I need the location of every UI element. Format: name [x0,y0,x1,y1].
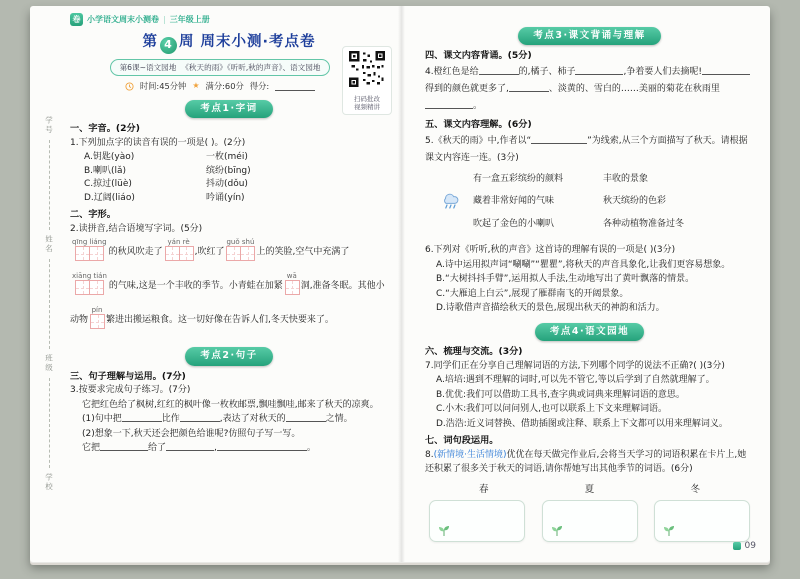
answer-blank [217,442,307,451]
fill-text: 的秋风吹走了 [108,247,163,258]
sprout-icon [436,523,452,537]
sub1-text: 之情。 [325,414,353,425]
sub2-text: 给了 [148,443,167,454]
section-heading-1: 一、字音。(2分) [70,122,140,134]
option-item: 抖动(dǒu) [206,179,248,190]
brand-title: 小学语文周末小测卷 [87,15,159,24]
answer-blank [509,83,549,92]
pinyin-label: xiāng tián [72,272,107,281]
fill-text: ,吹红了 [194,247,225,258]
sub2-text: 它把 [82,443,101,454]
season-label-spring: 春 [479,484,489,496]
answer-blank [180,413,220,422]
option-item: 吟诵(yín) [206,192,245,203]
question-7: 7.同学们正在分享自己理解词语的方法,下列哪个同学的说法不正确?( )(3分) [425,360,725,371]
pinyin-label: qīng liáng [72,238,107,247]
page-number [733,540,756,554]
q8-number: 8. [425,450,434,461]
brand-grade: 三年级上册 [169,15,210,24]
pinyin-label: pín [91,306,103,315]
pinyin-fill-paragraph [70,238,388,340]
option-item: B.优优:我们可以借助工具书,查字典或词典来理解词语的意思。 [436,389,685,400]
section-heading-7: 七、词句段运用。 [425,435,499,447]
option-item: D.辽阔(liáo) [84,192,135,203]
option-item: B.“大树抖抖手臂”,运用拟人手法,生动地写出了黄叶飘落的情景。 [436,274,695,285]
binding-label-student-no: 学号 [44,116,54,135]
option-item: A.钥匙(yào) [84,152,135,163]
answer-blank [425,100,473,109]
question-3: 3.按要求完成句子练习。(7分) [70,385,191,396]
word-card [429,500,525,542]
match-item-right: 丰收的景象 [603,173,649,184]
character-box [75,246,90,261]
badge-kaodian-1: 考点1·字词 [185,100,272,118]
qr-caption-line1: 扫码批改 [354,94,380,103]
exam-scope [110,59,331,76]
answer-blank [702,66,750,75]
section-heading-3: 三、句子理解与运用。(7分) [70,370,186,382]
workbook-spread [30,6,770,562]
character-box [165,246,180,261]
season-labels [425,483,754,497]
star-icon: ★ [192,81,200,91]
q5-text: ”为线索,从三个方面描写了秋天。请根据课文内容连一连。(3分) [425,135,748,163]
rain-cloud-icon [439,188,463,210]
q4-text: 得到的颜色就更多了, [425,84,509,95]
section-heading-6: 六、梳理与交流。(3分) [425,346,523,358]
answer-blank [166,442,214,451]
option-item: C.掠过(lüè) [84,179,132,190]
fill-text: 洞,准备冬眠。其他小动物 [70,281,385,326]
score-blank [275,82,315,91]
fill-text: 上的笑脸,空气中充满了 [256,247,350,258]
exam-meta [70,80,370,92]
meta-time: 时间:45分钟 [139,81,187,92]
match-item-left: 吹起了金色的小喇叭 [473,218,555,229]
writing-grid [72,238,107,272]
fill-text: 的气味,这是一个丰收的季节。小青蛙在加紧 [108,281,283,292]
season-label-summer: 夏 [584,484,595,496]
section-heading-4: 四、课文内容背诵。(5分) [425,50,532,62]
q4-text: 。 [473,101,483,112]
sprout-icon [549,523,565,537]
section-heading-5: 五、课文内容理解。(6分) [425,119,532,131]
character-box [226,246,241,261]
meta-score-label: 得分: [249,81,270,92]
character-box [90,314,105,329]
page-number-text: 09 [744,540,756,551]
week-number-badge: 4 [160,37,177,54]
answer-blank [575,66,623,75]
page-number-tab [733,542,741,550]
pinyin-label: guǒ shú [226,238,255,247]
match-item-right: 各种动植物准备过冬 [603,218,685,229]
qr-caption-line2: 视频精讲 [354,102,380,111]
word-cards [429,500,750,542]
scope-books: 《秋天的雨》《听听,秋的声音》、语文园地 [181,62,321,72]
q4-text: 、淡黄的、雪白的……美丽的菊花在秋雨里 [548,84,720,95]
writing-grid [226,238,254,272]
fill-text: 繁进出搬运粮食。这一切好像在告诉人们,冬天快要来了。 [106,315,334,326]
question-6: 6.下列对《听听,秋的声音》这首诗的理解有误的一项是( )(3分) [425,245,676,256]
match-item-left: 有一盒五彩缤纷的颜料 [473,173,564,184]
clock-icon [125,82,134,91]
badge-kaodian-2: 考点2·句子 [185,347,272,365]
writing-grid [165,238,193,272]
q4-text: ,争着要人们去摘呢! [623,67,702,78]
sub1-text: ,表达了对秋天的 [219,414,286,425]
title-suffix: 周 [178,34,195,50]
question-3-sub2: (2)想象一下,秋天还会把颜色给谁呢?仿照句子写一写。 [82,428,301,439]
option-item: D.浩浩:近义词替换、借助插图或注释、联系上下文都可以用来理解词义。 [436,418,728,429]
page-gutter [398,6,405,562]
character-box [89,280,104,295]
option-item: 一枚(méi) [206,152,248,163]
writing-grid [90,306,104,340]
badge-kaodian-4: 考点4·语文园地 [535,323,644,341]
sub2-text: 。 [306,443,316,454]
season-label-winter: 冬 [690,484,700,496]
binding-label-name: 姓名 [44,235,54,254]
sub1-text: (1)句中把 [82,414,122,425]
meta-full-score: 满分:60分 [205,81,244,92]
question-8 [425,449,754,476]
option-item: D.诗歌借声音描绘秋天的景色,展现出秋天的神韵和活力。 [436,303,665,314]
answer-blank [122,413,162,422]
question-3-sub2-answer [82,442,388,456]
right-page [405,6,770,562]
answer-blank [479,66,519,75]
answer-blank [286,413,326,422]
q5-text: 5.《秋天的雨》中,作者以“ [425,135,532,146]
match-left-column [473,173,563,241]
question-3-quote: 它把红色给了枫树,红红的枫叶像一枚枚邮票,飘哇飘哇,邮来了秋天的凉爽。 [82,399,379,410]
brand-separator: | [163,15,166,24]
character-box [75,280,90,295]
option-item: B.喇叭(lǎ) [84,165,127,176]
question-4 [425,64,754,115]
word-card [654,500,750,542]
character-box [240,246,255,261]
option-item: C.“大雁追上白云”,展现了雁群南飞的开阔景象。 [436,288,629,299]
match-item-left: 藏着非常好闻的气味 [473,196,555,207]
answer-blank [100,442,148,451]
scope-range: 第6课~语文园地 [119,62,177,72]
character-box [89,246,104,261]
question-3-sub1 [82,413,388,427]
q4-text: 4.橙红色是给 [425,67,479,78]
q4-text: 的,橘子、柿子 [518,67,576,78]
sub1-text: 比作 [161,414,180,425]
q8-context-tag: (新情境·生活情境) [433,450,507,461]
writing-grid [72,272,107,306]
question-1: 1.下列加点字的读音有误的一项是( )。(2分) [70,137,246,148]
question-1-options [84,151,388,205]
answer-blank [531,135,587,144]
title-prefix: 第 [142,34,158,50]
option-item: C.小木:我们可以问问别人,也可以联系上下文来理解词语。 [436,404,668,415]
character-box [179,246,194,261]
question-2: 2.读拼音,结合语境写字词。(5分) [70,223,203,234]
binding-label-class: 班级 [44,354,54,373]
badge-kaodian-3: 考点3·课文背诵与理解 [518,27,660,45]
match-item-right: 秋天缤纷的色彩 [603,196,667,207]
title-name: 周末小测·考点卷 [200,34,316,50]
writing-grid [285,272,299,306]
pinyin-label: yán rè [167,238,190,247]
question-5 [425,133,754,167]
qr-code-icon [348,50,386,88]
pinyin-label: wā [286,272,297,281]
qr-caption [345,95,389,112]
word-card [542,500,638,542]
sub2-text: , [214,443,217,454]
section-heading-2: 二、字形。 [70,209,116,221]
option-item: A.诗中运用拟声词“唰唰”“瞿瞿”,将秋天的声音具象化,让我们更容易想象。 [436,259,731,270]
option-item: 缤纷(bīng) [206,165,251,176]
page-title [70,32,388,54]
character-box [285,280,300,295]
binding-label-school: 学校 [44,473,54,492]
sprout-icon [661,523,677,537]
option-item: A.培培:遇到不理解的词时,可以先不管它,等以后学到了自然就理解了。 [436,375,715,386]
match-right-column [603,173,684,241]
brand-logo-icon: 卷 [70,13,83,26]
left-page [30,6,400,562]
matching-exercise [473,173,754,241]
qr-code [342,46,392,115]
q8-text: 优优在每天做完作业后,会将当天学习的词语积累在卡片上,她还积累了很多关于秋天的词语,请你帮她写出其他季节的词语。(6分) [425,450,747,474]
